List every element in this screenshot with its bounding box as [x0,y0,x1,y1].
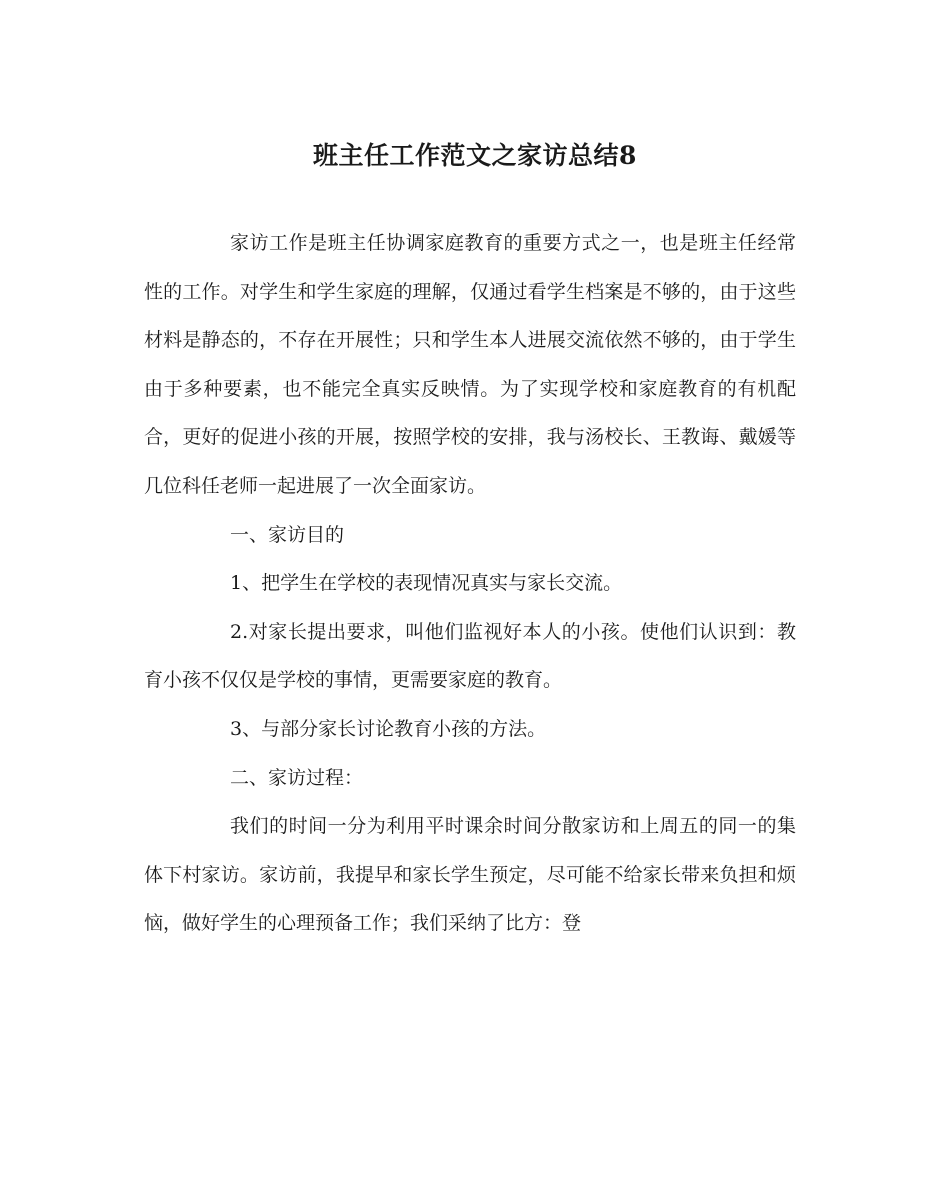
heading-visit-purpose: 一、家访目的 [230,523,345,546]
heading-visit-process: 二、家访过程： [230,766,364,789]
list-item-purpose-3: 3、与部分家长讨论教育小孩的方法。 [230,717,547,740]
document-title: 班主任工作范文之家访总结8 [313,141,637,170]
list-item-purpose-1: 1、把学生在学校的表现情况真实与家长交流。 [230,572,623,595]
paragraph-process: 我们的时间一分为利用平时课余时间分散家访和上周五的同一的集体下村家访。家访前，我提早和家长学生预定，尽可能不给家长带来负担和烦恼，做好学生的心理预备工作；我们采纳了比方：登 [144,815,796,935]
paragraph-intro: 家访工作是班主任协调家庭教育的重要方式之一，也是班主任经常性的工作。对学生和学生家庭的理解，仅通过看学生档案是不够的，由于这些材料是静态的，不存在开展性；只和学生本人进展交流依然不够的，由于学生由于多种要素，也不能完全真实反映情。为了实现学校和家庭教育的有机配合，更好的促进小孩的开展，按照学校的安排，我与汤校长、王教诲、戴媛等几位科任老师一起进展了一次全面家访。 [144,232,796,497]
list-item-purpose-2: 2.对家长提出要求，叫他们监视好本人的小孩。使他们认识到：教育小孩不仅仅是学校的事情，更需要家庭的教育。 [144,620,796,692]
document-body [144,219,796,948]
